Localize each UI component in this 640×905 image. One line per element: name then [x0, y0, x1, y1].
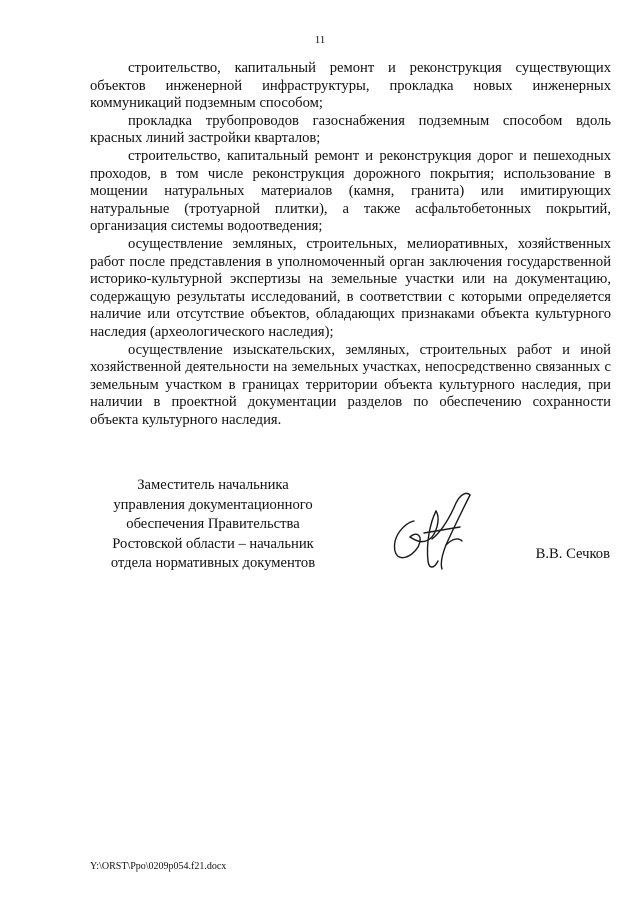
- signatory-title-line: Заместитель начальника: [137, 477, 289, 493]
- paragraph-engineering-infrastructure: строительство, капитальный ремонт и реконструкция существующих объектов инженерной инфраструктуры, прокладка новых инженерных коммуникаций подземным способом;: [90, 60, 611, 112]
- document-body: [90, 60, 611, 429]
- file-path: Y:\ORST\Ppo\0209p054.f21.docx: [90, 861, 227, 872]
- paragraph-roads-and-paths: строительство, капитальный ремонт и реконструкция дорог и пешеходных проходов, в том числе реконструкция дорожного покрытия; использование в мощении натуральных материалов (камня, гранита) или имитирующих натуральные (тротуарной плитки), а также асфальтобетонных покрытий, организация системы водоотведения;: [90, 147, 611, 235]
- signatory-title-line: управления документационного: [113, 496, 313, 513]
- paragraph-survey-works: осуществление изыскательских, земляных, строительных работ и иной хозяйственной деятельности на земельных участках, непосредственно связанных с земельным участком в границах территории объекта культурного наследия, при наличии в проектной документации разделов по обеспечению сохранности объекта культурного наследия.: [90, 341, 611, 428]
- signatory-title-line: обеспечения Правительства: [126, 516, 300, 533]
- signatory-title: [110, 476, 316, 574]
- signatory-title-line: отдела нормативных документов: [110, 555, 316, 572]
- handwritten-signature: [386, 487, 476, 573]
- signatory-name: В.В. Сечков: [535, 546, 610, 562]
- signatory-title-line: Ростовской области – начальник: [112, 535, 314, 552]
- paragraph-earthworks-expertise: осуществление земляных, строительных, мелиоративных, хозяйственных работ после представления в уполномоченный орган заключения государственной историко-культурной экспертизы на земельные участки или на документацию, содержащую результаты исследований, в соответствии с которыми определяется наличие или отсутствие объектов, обладающих признаками объекта культурного наследия (археологического наследия);: [90, 235, 611, 340]
- paragraph-gas-pipelines: прокладка трубопроводов газоснабжения подземным способом вдоль красных линий застройки кварталов;: [90, 112, 611, 147]
- page-number: 11: [314, 34, 326, 46]
